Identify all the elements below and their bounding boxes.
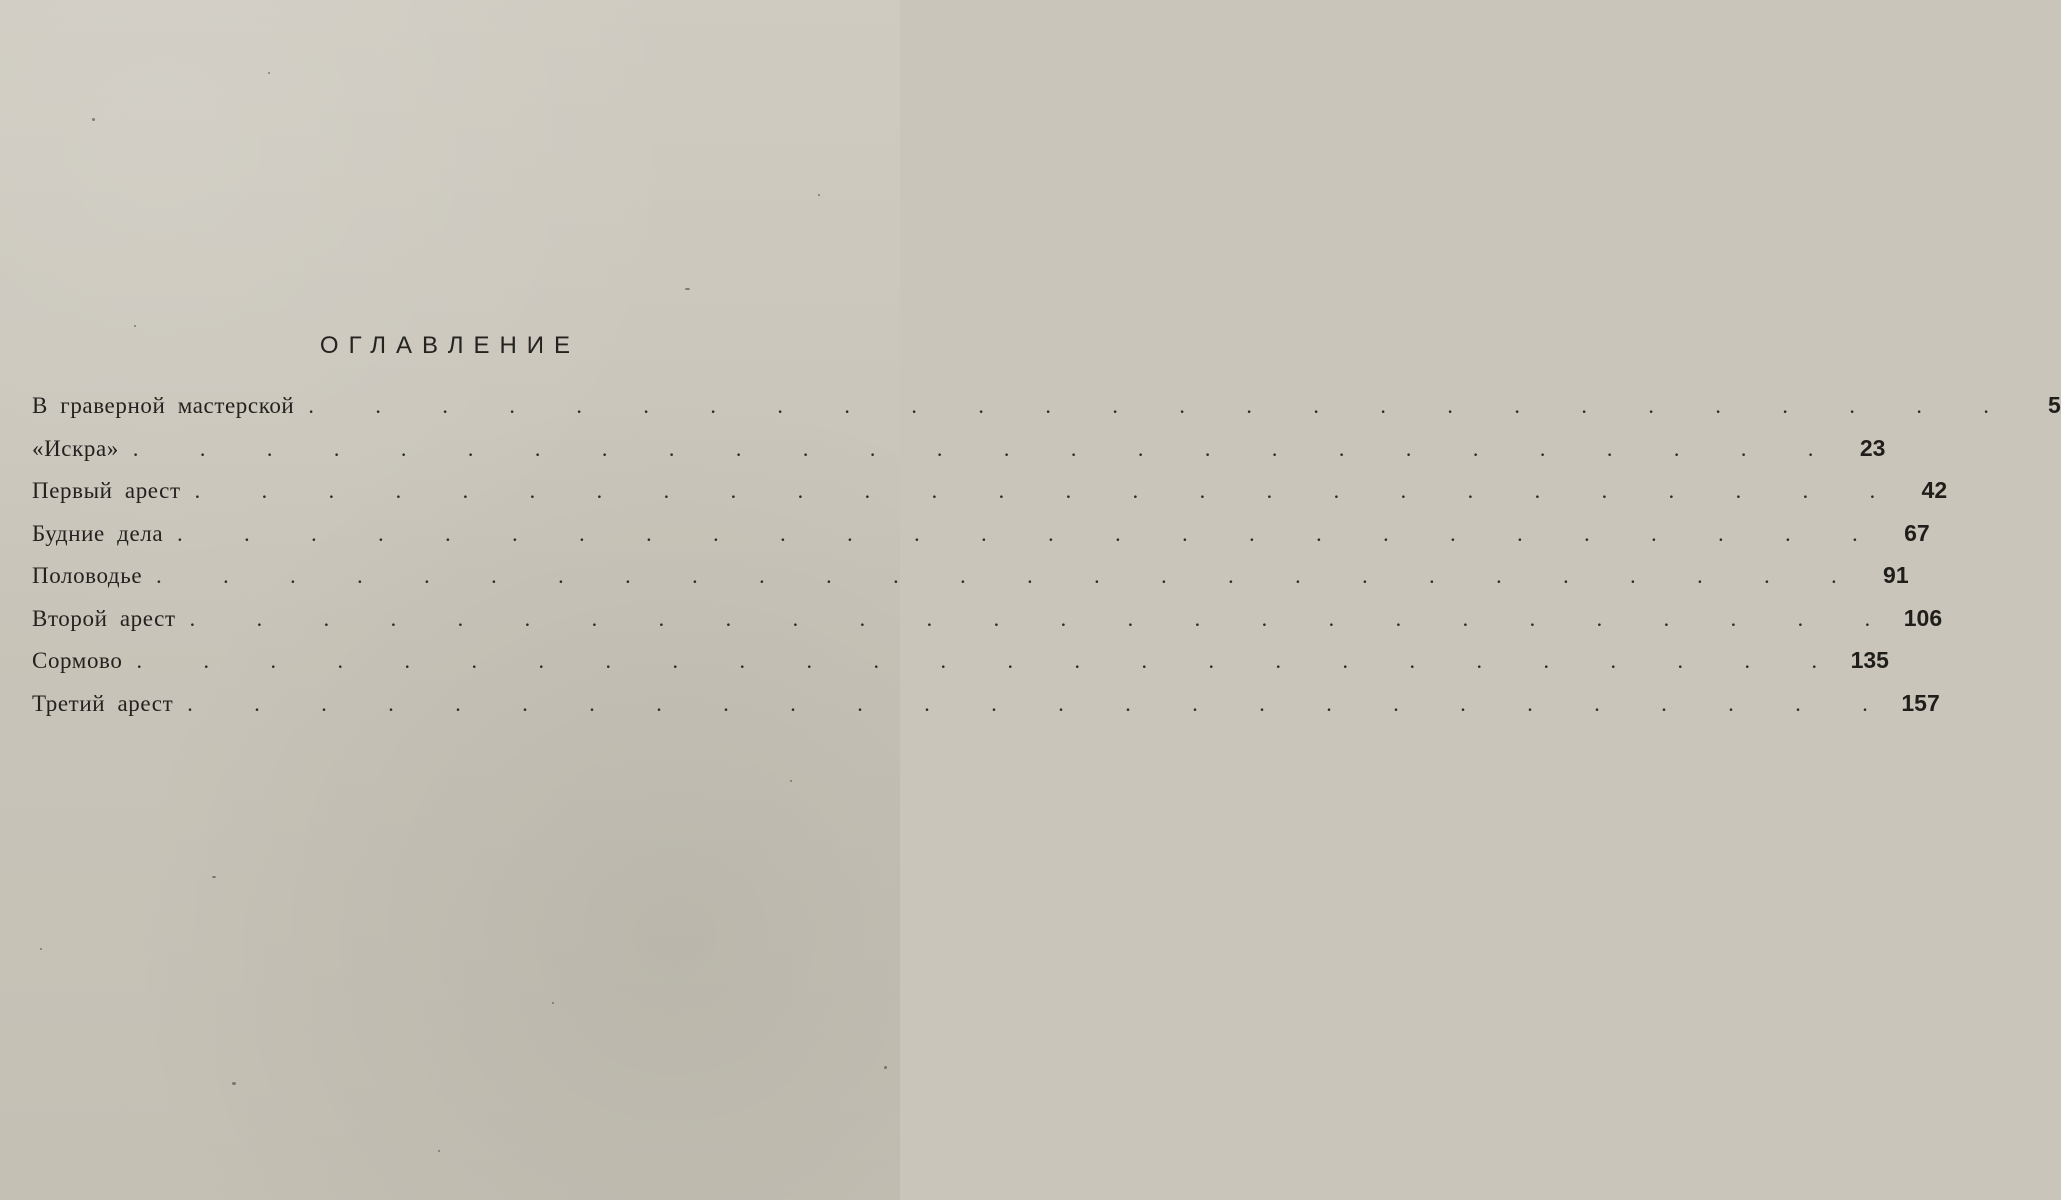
dot-leader: . . . . . . . . . . . . . . . . . . . . . . . . . . xyxy=(187,690,1896,716)
paper-speck xyxy=(884,1066,887,1069)
paper-speck xyxy=(232,1082,236,1085)
paper-speck xyxy=(212,876,216,878)
toc-entry-title: В граверной мастерской xyxy=(32,393,295,418)
toc-entry-title: Второй арест xyxy=(32,605,176,631)
toc-list xyxy=(32,392,2061,732)
paper-speck xyxy=(790,780,792,782)
toc-entry-title: Половодье xyxy=(32,563,143,588)
toc-entry-title: Сормово xyxy=(32,648,123,673)
toc-entry-page: 106 xyxy=(1903,604,1943,631)
toc-entry xyxy=(32,562,1909,605)
dot-leader: . . . . . . . . . . . . . . . . . . . . . . . . . . xyxy=(189,605,1899,631)
toc-heading: ОГЛАВЛЕНИЕ xyxy=(319,332,581,359)
paper-speck xyxy=(268,72,270,74)
toc-entry-page: 135 xyxy=(1850,647,1889,673)
toc-entry-title: Будние дела xyxy=(32,520,164,546)
toc-entry xyxy=(32,392,2061,435)
toc-entry xyxy=(32,519,1930,563)
toc-entry-page: 42 xyxy=(1921,477,1948,503)
dot-leader: . . . . . . . . . . . . . . . . . . . . . . . . . . xyxy=(177,520,1886,546)
toc-entry xyxy=(32,647,1889,690)
paper-speck xyxy=(818,194,820,196)
paper-speck xyxy=(685,288,690,290)
dot-leader: . . . . . . . . . . . . . . . . . . . . . . . . . . xyxy=(194,478,1904,503)
dot-leader: . . . . . . . . . . . . . . . . . . . . . . . . . . xyxy=(136,648,1845,673)
paper-speck xyxy=(438,1150,440,1152)
toc-entry xyxy=(32,689,1940,733)
toc-entry-page: 157 xyxy=(1901,689,1940,716)
toc-entry-page: 23 xyxy=(1859,434,1886,461)
toc-entry xyxy=(32,604,1943,648)
toc-entry-page: 91 xyxy=(1883,562,1909,588)
paper-speck xyxy=(92,118,95,121)
paper-speck xyxy=(134,325,136,327)
dot-leader: . . . . . . . . . . . . . . . . . . . . . . . . . . xyxy=(308,393,2017,418)
dot-leader: . . . . . . . . . . . . . . . . . . . . . . . . . . xyxy=(132,435,1842,461)
paper-speck xyxy=(40,948,42,950)
dot-leader: . . . . . . . . . . . . . . . . . . . . . . . . . . xyxy=(156,563,1865,588)
toc-entry xyxy=(32,477,1948,520)
toc-entry-title: Третий арест xyxy=(32,690,174,716)
toc-entry-title: Первый арест xyxy=(32,478,181,503)
toc-entry xyxy=(32,434,1886,478)
toc-entry-page: 67 xyxy=(1904,519,1930,546)
toc-entry-page: 5 xyxy=(2048,392,2061,418)
paper-speck xyxy=(552,1002,554,1004)
toc-entry-title: «Искра» xyxy=(32,435,119,461)
